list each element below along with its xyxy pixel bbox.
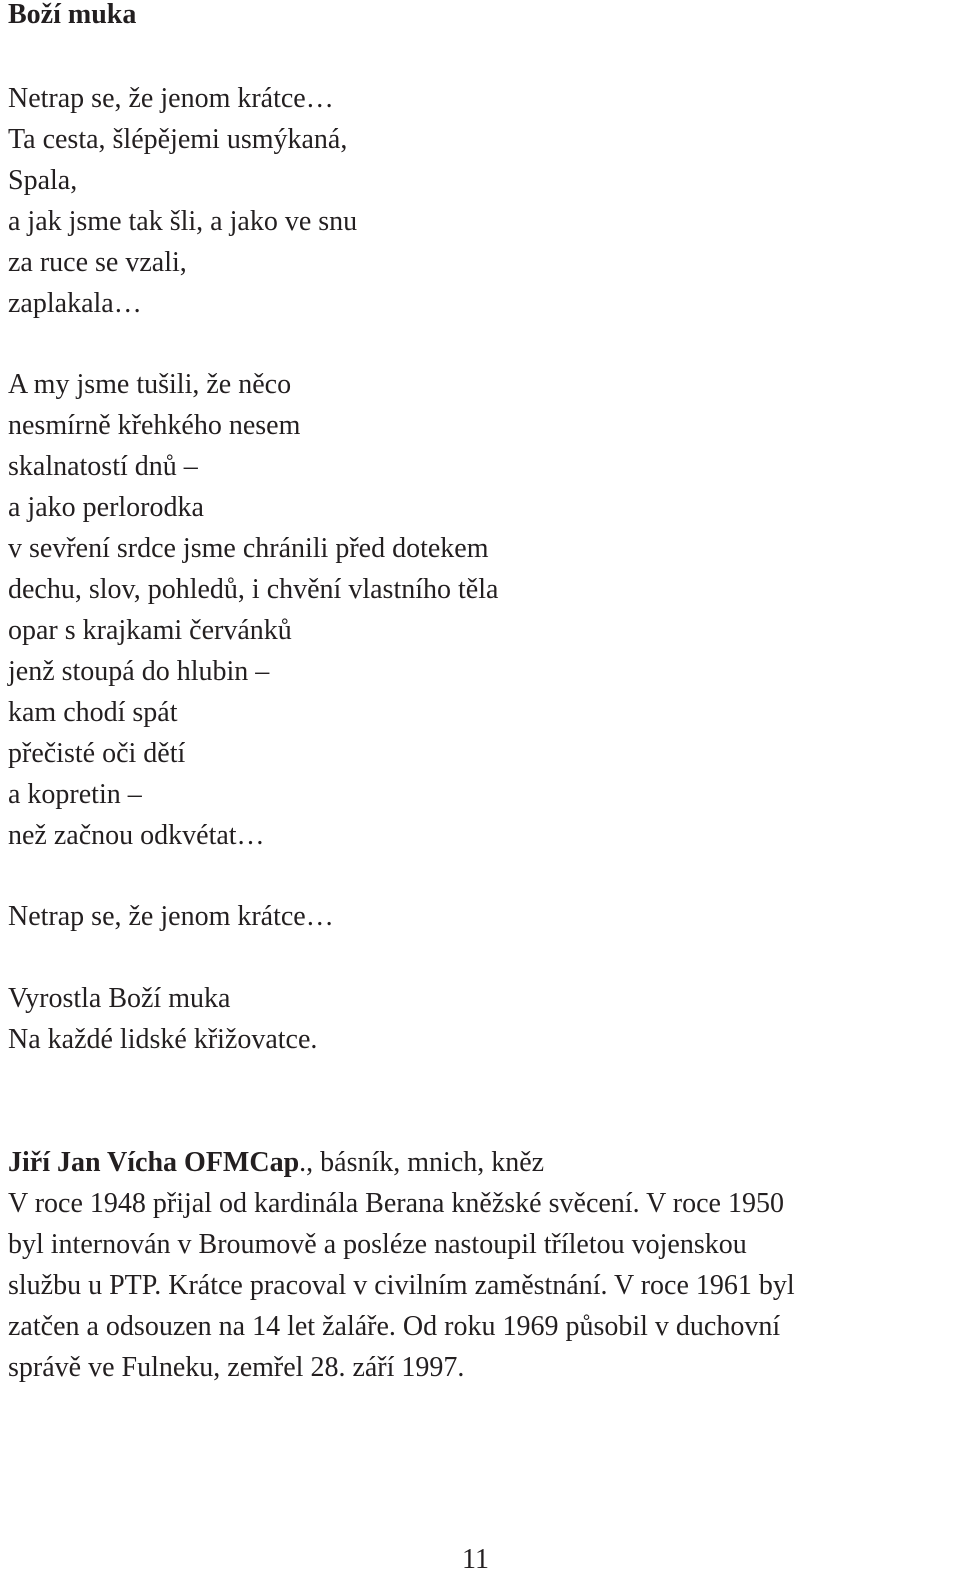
author-bio-heading bbox=[8, 1142, 795, 1183]
poem-stanza-4 bbox=[8, 978, 317, 1060]
poem-line: opar s krajkami červánků bbox=[8, 615, 292, 646]
poem-line: přečisté oči dětí bbox=[8, 738, 186, 769]
poem-line: a jak jsme tak šli, a jako ve snu bbox=[8, 206, 358, 237]
poem-line: než začnou odkvétat… bbox=[8, 820, 265, 851]
poem-line: skalnatostí dnů – bbox=[8, 451, 198, 482]
poem-line: Spala, bbox=[8, 165, 78, 196]
author-description: ., básník, mnich, kněz bbox=[299, 1147, 545, 1178]
poem-line: Vyrostla Boží muka bbox=[8, 983, 231, 1014]
author-bio-line: zatčen a odsouzen na 14 let žaláře. Od roku 1969 působil v duchovní bbox=[8, 1311, 781, 1342]
poem-line: Netrap se, že jenom krátce… bbox=[8, 901, 334, 932]
poem-line: a kopretin – bbox=[8, 779, 142, 810]
poem-line: Na každé lidské křižovatce. bbox=[8, 1024, 318, 1055]
poem-line: v sevření srdce jsme chránili před dotekem bbox=[8, 533, 489, 564]
author-name: Jiří Jan Vícha OFMCap bbox=[8, 1147, 300, 1178]
poem-title: Boží muka bbox=[8, 0, 137, 30]
poem-stanza-3 bbox=[8, 896, 334, 937]
author-bio bbox=[8, 1142, 795, 1388]
poem-line: za ruce se vzali, bbox=[8, 247, 187, 278]
poem-line: Ta cesta, šlépějemi usmýkaná, bbox=[8, 124, 348, 155]
page-number: 11 bbox=[462, 1544, 489, 1575]
author-bio-line: byl internován v Broumově a posléze nastoupil tříletou vojenskou bbox=[8, 1229, 747, 1260]
author-bio-line: správě ve Fulneku, zemřel 28. září 1997. bbox=[8, 1352, 465, 1383]
poem-line: a jako perlorodka bbox=[8, 492, 204, 523]
poem-line: zaplakala… bbox=[8, 288, 142, 319]
author-bio-line: službu u PTP. Krátce pracoval v civilním zaměstnání. V roce 1961 byl bbox=[8, 1270, 795, 1301]
poem-line: kam chodí spát bbox=[8, 697, 178, 728]
poem-line: Netrap se, že jenom krátce… bbox=[8, 83, 334, 114]
poem-line: nesmírně křehkého nesem bbox=[8, 410, 301, 441]
poem-stanza-1 bbox=[8, 78, 357, 324]
poem-stanza-2 bbox=[8, 364, 498, 856]
poem-line: jenž stoupá do hlubin – bbox=[8, 656, 270, 687]
author-bio-line: V roce 1948 přijal od kardinála Berana kněžské svěcení. V roce 1950 bbox=[8, 1188, 784, 1219]
poem-line: dechu, slov, pohledů, i chvění vlastního těla bbox=[8, 574, 499, 605]
poem-line: A my jsme tušili, že něco bbox=[8, 369, 292, 400]
